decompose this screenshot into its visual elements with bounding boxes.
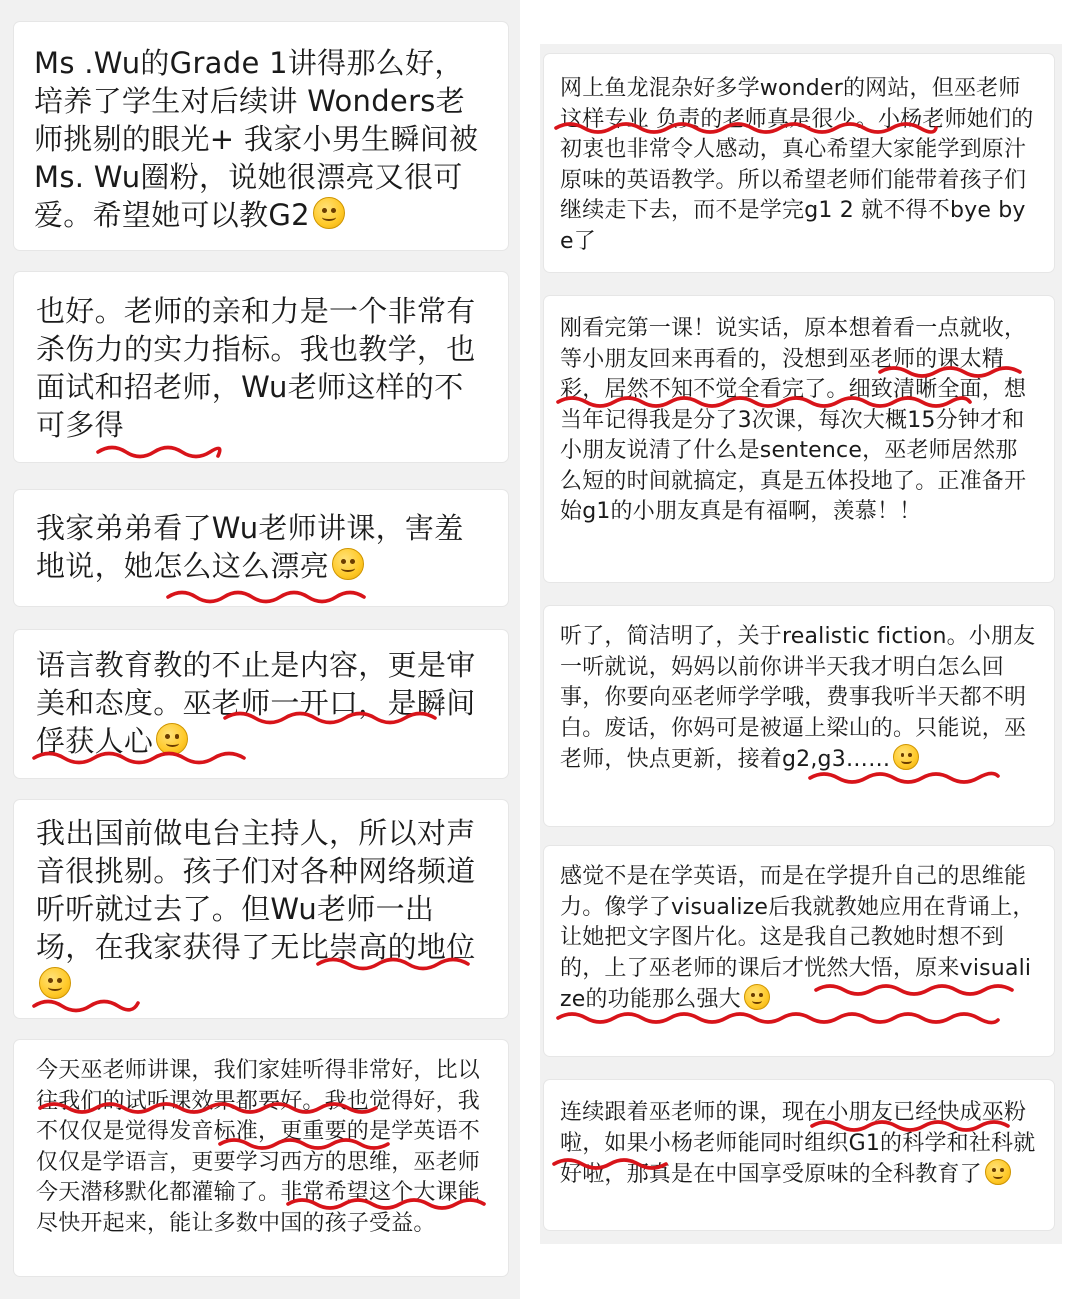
comment-text: 今天巫老师讲课，我们家娃听得非常好，比以往我们的试听课效果都要好。我也觉得好，我不仅仅是觉得发音标准，更重要的是学英语不仅仅是学语言，更要学习西方的思维，巫老师今天潜移默化都灌输了。非常希望这个大课能尽快开起来，能让多数中国的孩子受益。: [36, 1058, 481, 1236]
thinking-emoji-icon: [39, 967, 71, 999]
comment-card: [14, 1040, 508, 1276]
comment-text: 也好。老师的亲和力是一个非常有杀伤力的实力指标。我也教学，也面试和招老师，Wu老师这样的不可多得: [36, 294, 476, 442]
comment-card: [14, 800, 508, 1018]
comment-card: [14, 630, 508, 778]
comment-card: [544, 54, 1054, 272]
comment-card: [544, 1080, 1054, 1230]
heart-eyes-emoji-icon: [744, 984, 770, 1010]
comment-card: [14, 490, 508, 606]
thinking-emoji-icon: [985, 1159, 1011, 1185]
comment-text: 语言教育教的不止是内容，更是审美和态度。巫老师一开口，是瞬间俘获人心: [36, 648, 476, 758]
comment-text: 感觉不是在学英语，而是在学提升自己的思维能力。像学了visualize后我就教她应用在背诵上，让她把文字图片化。这是我自己教她时想不到的，上了巫老师的课后才恍然大悟，原来visualize的功能那么强大: [560, 864, 1035, 1012]
comment-card: [544, 296, 1054, 582]
comment-text: 听了，简洁明了，关于realistic fiction。小朋友一听就说，妈妈以前你讲半天我才明白怎么回事，你要向巫老师学学哦，费事我听半天都不明白。废话，你妈可是被逼上梁山的。只能说，巫老师，快点更新，接着g2,g3……: [560, 624, 1036, 772]
heart-eyes-emoji-icon: [332, 548, 364, 580]
comment-card: [14, 22, 508, 250]
comment-text: 我家弟弟看了Wu老师讲课，害羞地说，她怎么这么漂亮: [36, 511, 464, 583]
comment-text: 我出国前做电台主持人，所以对声音很挑剔。孩子们对各种网络频道听听就过去了。但Wu老师一出场，在我家获得了无比崇高的地位: [36, 816, 476, 964]
comment-text: 网上鱼龙混杂好多学wonder的网站，但巫老师这样专业 负责的老师真是很少。小杨老师她们的初衷也非常令人感动，真心希望大家能学到原汁原味的英语教学。所以希望老师们能带着孩子们继续走下去，而不是学完g1 2 就不得不bye bye了: [560, 76, 1034, 254]
comment-card: [544, 846, 1054, 1056]
smiling-emoji-icon: [156, 723, 188, 755]
crying-laughing-emoji-icon: [313, 197, 345, 229]
grinning-emoji-icon: [893, 744, 919, 770]
comment-text: Ms .Wu的Grade 1讲得那么好，培养了学生对后续讲 Wonders老师挑剔的眼光+ 我家小男生瞬间被Ms. Wu圈粉，说她很漂亮又很可爱。希望她可以教G2: [34, 46, 479, 232]
comment-text: 连续跟着巫老师的课，现在小朋友已经快成巫粉啦，如果小杨老师能同时组织G1的科学和社科就好啦，那真是在中国享受原味的全科教育了: [560, 1100, 1036, 1187]
comment-card: [14, 272, 508, 462]
comment-text: 刚看完第一课！说实话，原本想着看一点就收，等小朋友回来再看的，没想到巫老师的课太精彩，居然不知不觉全看完了。细致清晰全面，想当年记得我是分了3次课，每次大概15分钟才和小朋友说清了什么是sentence，巫老师居然那么短的时间就搞定，真是五体投地了。正准备开始g1的小朋友真是有福啊，羡慕！！: [560, 316, 1027, 524]
comment-card: [544, 606, 1054, 826]
